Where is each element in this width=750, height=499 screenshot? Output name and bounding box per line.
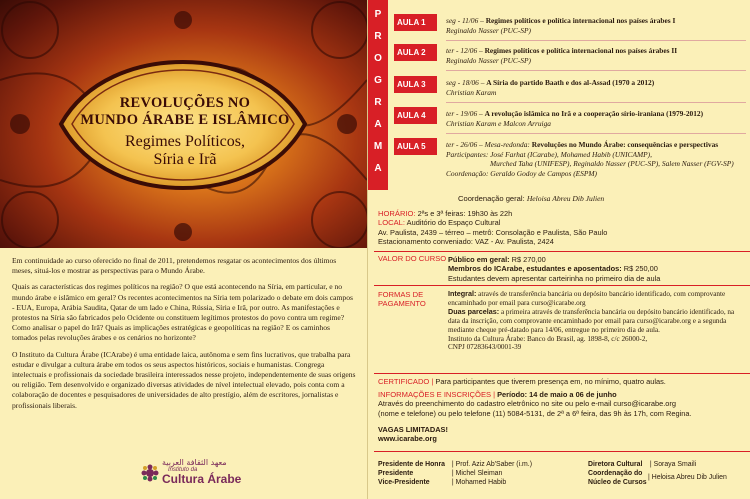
aula-date: seg - 11/06 — [446, 16, 479, 25]
integral-text: através de transferência bancária ou depósito bancário identificado, com comprovante encaminhado por email para curso@icarabe.org — [448, 290, 726, 307]
divider — [446, 40, 746, 41]
local-address: Av. Paulista, 2439 – térreo – metrô: Consolação e Paulista, São Paulo — [378, 227, 608, 237]
person-name: Heloisa Abreu Dib Julien — [651, 474, 727, 481]
coord-name: Heloisa Abreu Dib Julien — [526, 194, 605, 203]
aula-title: Revoluções no Mundo Árabe: consequências e perspectivas — [531, 140, 719, 149]
course-title-line-2: MUNDO ÁRABE E ISLÂMICO — [80, 112, 290, 128]
aula-body: seg - 18/06 – A Síria do partido Baath e dos al-Assad (1970 a 2012) Christian Karam — [446, 78, 655, 97]
programa-letter: A — [374, 119, 382, 130]
programa-letter: M — [373, 141, 383, 152]
horario-label: HORÁRIO: — [378, 209, 416, 218]
section-divider — [374, 251, 750, 252]
person-name: Soraya Smaili — [653, 461, 697, 468]
person-name: Prof. Aziz Ab'Saber (i.m.) — [455, 461, 532, 468]
logo-subtext: Instituto da — [168, 467, 198, 473]
programa-letter: P — [374, 9, 382, 20]
valor-2: R$ 250,00 — [623, 264, 658, 274]
local-parking: Estacionamento conveniado: VAZ - Av. Paulista, 2424 — [378, 237, 554, 247]
programa-letter: O — [374, 53, 382, 64]
section-divider — [374, 285, 750, 286]
inscricoes-line-2: Através do preenchimento do cadastro eletrônico no site ou pelo e-mail curso@icarabe.org — [378, 399, 676, 409]
course-subtitle-line-1: Regimes Políticos, — [125, 133, 245, 150]
section-divider — [374, 451, 750, 452]
logo-name: Cultura Árabe — [162, 472, 242, 486]
programa-letter: R — [374, 97, 382, 108]
site-link[interactable]: www.icarabe.org — [378, 434, 437, 444]
coord-label: Coordenação geral: — [458, 194, 525, 203]
coordenacao-geral — [458, 194, 604, 203]
aula-speaker: Reginaldo Nasser (PUC-SP) — [446, 25, 531, 35]
inscricoes-period: Período: 14 de maio a 06 de junho — [497, 390, 617, 399]
certificado-section: CERTIFICADO | Para participantes que tiverem presença em, no mínimo, quatro aulas. — [378, 377, 666, 386]
programa-letter: A — [374, 163, 382, 174]
aula-date: ter - 26/06 — [446, 140, 478, 149]
programa-vertical-title — [368, 0, 388, 190]
duas-parcelas-text: a primeira através de transferência bancária ou depósito bancário identificado, na data da inscrição, com comprovante encaminhado por email para curso@icarabe.org e a segunda mediante cheque pré-datado para 14/06, entregue no primeiro dia de aula. — [448, 307, 735, 334]
aula-title: Regimes políticos e política internacional nos países árabes II — [484, 46, 678, 55]
aula-tag: AULA 3 — [394, 76, 437, 93]
participantes-line-2: Murched Taha (UNIFESP), Reginaldo Nasser (PUC-SP), Salem Nasser (FGV-SP) — [490, 159, 734, 169]
duas-parcelas-label: Duas parcelas: — [448, 306, 500, 316]
course-title-line-1: REVOLUÇÕES NO — [119, 95, 251, 111]
pagamento-label-1: FORMAS DE — [378, 290, 424, 299]
inscricoes-label: INFORMAÇÕES E INSCRIÇÕES — [378, 390, 492, 399]
role: Diretora Cultural — [588, 461, 643, 468]
certificado-text: Para participantes que tiverem presença em, no mínimo, quatro aulas. — [435, 377, 666, 386]
participantes-label: Participantes: — [446, 149, 489, 159]
course-subtitle-line-2: Síria e Irã — [153, 151, 217, 168]
banco-line-1: Instituto da Cultura Árabe: Banco do Brasil, ag. 1898-8, c/c 26000-2, — [448, 334, 648, 343]
banco-line-2: CNPJ 07283643/0001-39 — [448, 343, 522, 352]
aula-body: seg - 11/06 – Regimes políticos e política internacional nos países árabes I Reginaldo Nasser (PUC-SP) — [446, 16, 676, 35]
local-label: LOCAL: — [378, 218, 406, 228]
right-panel: P R O G R A M A AULA 1 seg - 11/06 – Regimes políticos e política internacional nos países árabes I Reginaldo Nasser (PUC-SP) AULA 2 ter - 12/06 – Regimes políticos e política internacional nos países árabes II Reginaldo Nasser (PUC-SP) AULA 3 seg - 18/06 – A Síria do partido Baath e dos al-Assad (1970 a 2012) Christian Karam AULA 4 ter - 19/06 – A revolução islâmica no Irã e a cooperação sírio-iraniana (1979-2012) Christian Karam e Malcon Arruiga AULA 5 ter - 26/06 – Mesa-redonda: Revoluções no Mundo Árabe: consequências e perspectivas Participantes: José Farhat (ICarabe), Mohamed Habib (UNICAMP), Murched Taha (UNIFESP), Reginaldo Nasser (PUC-SP), Salem Nasser (FGV-SP) Coordenação: Geraldo Godoy de Campos (ESPM) Coordenação geral: Heloisa Abreu Dib Julien HORÁRIO: 2ªs e 3ª feiras: 19h30 às 22h LOCAL: Auditório do Espaço Cultural Av. Paulista, 2439 – térreo – metrô: Consolação e Paulista, São Paulo Estacionamento conveniado: VAZ - Av. Paulista, 2424 VALOR DO CURSO Público em geral: R$ 270,00 Membros do ICArabe, estudantes e aposentados: R$ 250,00 Estudantes devem apresentar carteirinha no primeiro dia de aula FORMAS DE PAGAMENTO Integral: através de transferência bancária ou depósito bancário identificado, com comprovante encaminhado por email para curso@icarabe.org Duas parcelas: a primeira através de transferência bancária ou depósito bancário identificado, na data da inscrição, com comprovante encaminhado por email para curso@icarabe.org e a segunda mediante cheque pré-datado para 14/06, entregue no primeiro dia de aula. Instituto da Cultura Árabe: Banco do Brasil, ag. 1898-8, c/c 26000-2, CNPJ 07283643/0001-39 CERTIFICADO | Para participantes que tiverem presença em, no mínimo, quatro aulas. INFORMAÇÕES E INSCRIÇÕES | Período: 14 de maio a 06 de junho Através do preenchimento do cadastro eletrônico no site ou pelo e-mail curso@icarabe.org (nome e telefone) ou pelo telefone (11) 5084-5131, de 2ª a 6ª feira, das 9h às 17h, com Regina. VAGAS LIMITADAS! www.icarabe.org Presidente de Honra | Prof. Aziz Ab'Saber (i.m.) Presidente | Michel Sleiman Vice-Presidente | Mohamed Habib Diretora Cultural | Soraya Smaili Coordenação do Núcleo de Cursos | Heloisa Abreu Dib Julien — [367, 0, 750, 499]
programa-letter: R — [374, 31, 382, 42]
divider — [446, 70, 746, 71]
valor-label: VALOR DO CURSO — [378, 254, 447, 263]
local-value: Auditório do Espaço Cultural — [406, 218, 501, 228]
integral-label: Integral: — [448, 289, 477, 298]
role: Presidente — [378, 470, 414, 477]
course-title — [60, 95, 310, 129]
intro-paragraph-1: Em continuidade ao curso oferecido no final de 2011, pretendemos resgatar os acontecimentos dos últimos meses, situá-los e mostrar as perspectivas para o Mundo Árabe. — [12, 256, 337, 276]
valor-2-label: Membros do ICArabe, estudantes e aposentados: — [448, 264, 622, 274]
intro-paragraph-2: Quais as características dos regimes políticos na região? O que está acontecendo na Síria, em particular, e no mundo árabe e islâmico em geral? Os recentes acontecimentos na Síria tem polarizado o debate em dois campos - EUA, Europa, Arábia Saudita, Qatar de um lado e China, Rússia, Síria e Irã, por outro. As manifestações e protestos na Síria são fabricados pelo Ocidente ou constituem legítimos protestos do povo contra um regime? Como analisar o papel do Irã? Quais as implicações estratégicas e geopolíticas na região? E os caminhos tomados pelas revoluções árabes e os cenários no horizonte? — [12, 282, 353, 343]
intro-paragraph-3: O Instituto da Cultura Árabe (ICArabe) é uma entidade laica, autônoma e sem fins lucrativos, que trabalha para estudar e divulgar a cultura árabe em todos os seus aspectos históricos, sociais e humanistas. Congrega intelectuais e profissionais da sociedade brasileira interessados nesse projeto, independentemente de suas origens ou religião. Tem desenvolvido e organizado diversas atividades de nível intelectual elevado, pois conta com a colaboração de docentes e pesquisadores de universidades de alto prestígio, além de escritores, jornalistas e profissionais liberais. — [12, 349, 356, 410]
aula-speaker: Reginaldo Nasser (PUC-SP) — [446, 55, 531, 65]
inscricoes-section: INFORMAÇÕES E INSCRIÇÕES | Período: 14 de maio a 06 de junho Através do preenchimento do cadastro eletrônico no site ou pelo e-mail curso@icarabe.org (nome e telefone) ou pelo telefone (11) 5084-5131, de 2ª a 6ª feira, das 9h às 17h, com Regina. — [378, 390, 692, 418]
pagamento-section — [378, 289, 750, 352]
aula-body: ter - 19/06 – A revolução islâmica no Irã e a cooperação sírio-iraniana (1979-2012) Christian Karam e Malcon Arruiga — [446, 109, 704, 128]
intro-text — [12, 256, 357, 417]
aula-title: A revolução islâmica no Irã e a cooperação sírio-iraniana (1979-2012) — [484, 109, 704, 118]
aula-body: ter - 12/06 – Regimes políticos e política internacional nos países árabes II Reginaldo Nasser (PUC-SP) — [446, 46, 678, 65]
aula-tag: AULA 4 — [394, 107, 437, 124]
valor-1-label: Público em geral: — [448, 255, 510, 264]
vagas-section — [378, 425, 750, 444]
programa-letter: G — [374, 75, 382, 86]
aula-tag: AULA 2 — [394, 44, 437, 61]
aula-speaker: Christian Karam — [446, 87, 497, 97]
certificado-label: CERTIFICADO — [378, 377, 430, 386]
valor-1: R$ 270,00 — [511, 255, 546, 264]
person-name: Michel Sleiman — [455, 470, 503, 477]
pagamento-label-2: PAGAMENTO — [378, 299, 426, 308]
aula-date: ter - 12/06 — [446, 46, 478, 55]
role: Coordenação do — [588, 470, 643, 477]
aula-title: Regimes políticos e política internacional nos países árabes I — [485, 16, 676, 25]
aula-speaker: Christian Karam e Malcon Arruiga — [446, 118, 551, 128]
aula-date: ter - 19/06 — [446, 109, 478, 118]
person-name: Mohamed Habib — [455, 479, 507, 486]
section-divider — [374, 373, 750, 374]
valor-note: Estudantes devem apresentar carteirinha no primeiro dia de aula — [448, 273, 661, 283]
role: Presidente de Honra — [378, 461, 446, 468]
role: Núcleo de Cursos — [588, 479, 647, 486]
aula-title: A Síria do partido Baath e dos al-Assad (1970 a 2012) — [486, 78, 655, 87]
divider — [446, 133, 746, 134]
role: Vice-Presidente — [378, 479, 430, 486]
coordenacao-aula5: Coordenação: Geraldo Godoy de Campos (ESPM) — [446, 168, 598, 178]
mesa-redonda-label: Mesa-redonda: — [484, 140, 530, 149]
aula-tag: AULA 1 — [394, 14, 437, 31]
left-panel — [0, 0, 367, 499]
inscricoes-line-3: (nome e telefone) ou pelo telefone (11) 5084-5131, de 2ª a 6ª feira, das 9h às 17h, com Regina. — [378, 408, 692, 418]
horario-local — [378, 209, 750, 247]
vagas-limitadas: VAGAS LIMITADAS! — [378, 425, 448, 434]
aula-body: ter - 26/06 – Mesa-redonda: Revoluções no Mundo Árabe: consequências e perspectivas Participantes: José Farhat (ICarabe), Mohamed Habib (UNICAMP), Murched Taha (UNIFESP), Reginaldo Nasser (PUC-SP), Salem Nasser (FGV-SP) Coordenação: Geraldo Godoy de Campos (ESPM) — [446, 140, 734, 178]
valor-section — [378, 254, 750, 283]
hero-image — [0, 0, 367, 248]
horario-value: 2ªs e 3ª feiras: 19h30 às 22h — [417, 209, 513, 218]
aula-date: seg - 18/06 — [446, 78, 479, 87]
participantes-line-1: José Farhat (ICarabe), Mohamed Habib (UNICAMP), — [490, 149, 652, 159]
course-subtitle — [60, 133, 310, 169]
aula-tag: AULA 5 — [394, 138, 437, 155]
divider — [446, 102, 746, 103]
logo-arabic-text: معهد الثقافة العربية — [162, 458, 227, 467]
